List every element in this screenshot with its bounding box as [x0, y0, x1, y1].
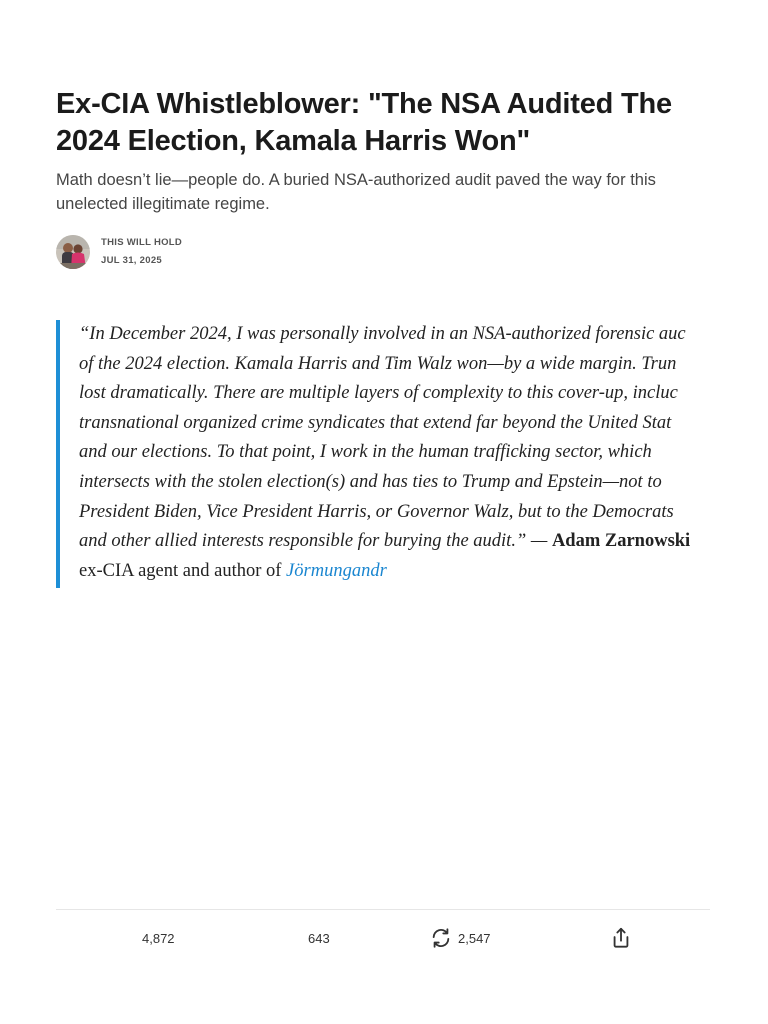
quote-line: transnational organized crime syndicates that extend far beyond the United Stat: [79, 412, 672, 433]
quote-line: lost dramatically. There are multiple layers of complexity to this cover-up, incluc: [79, 383, 678, 404]
quote-closing-text: and other allied interests responsible for burying the audit.” —: [79, 531, 552, 552]
divider: [56, 909, 710, 910]
quote-line: President Biden, Vice President Harris, or Governor Walz, but to the Democrats: [79, 501, 674, 522]
comment-button[interactable]: [308, 920, 330, 956]
author-name[interactable]: THIS WILL HOLD: [101, 237, 183, 248]
like-count: 4,872: [142, 930, 175, 946]
attribution-name: Adam Zarnowski: [551, 531, 691, 552]
article-title: Ex-CIA Whistleblower: "The NSA Audited The 2024 Election, Kamala Harris Won": [56, 88, 672, 157]
book-title-link[interactable]: Jörmungandr: [286, 560, 387, 581]
share-upload-icon: [610, 927, 632, 949]
attribution-line: [79, 557, 710, 587]
post-action-bar: [56, 920, 710, 956]
attribution-prefix: ex-CIA agent and author of: [79, 560, 287, 581]
restack-button[interactable]: [430, 920, 491, 956]
post-date: JUL 31, 2025: [101, 255, 162, 266]
quote-line: “In December 2024, I was personally involved in an NSA-authorized forensic auc: [79, 324, 686, 344]
quote-line: [79, 527, 710, 557]
quote-text: [60, 320, 710, 586]
share-button[interactable]: [610, 920, 632, 956]
blockquote: [56, 320, 710, 588]
author-avatar[interactable]: [56, 235, 90, 269]
byline-meta: [101, 237, 182, 267]
quote-line: of the 2024 election. Kamala Harris and Tim Walz won—by a wide margin. Trun: [79, 353, 677, 374]
quote-line: and our elections. To that point, I work in the human trafficking sector, which: [79, 442, 652, 463]
restack-arrows-icon: [430, 927, 452, 949]
like-button[interactable]: [142, 920, 175, 956]
comment-count: 643: [308, 930, 330, 946]
byline: [56, 234, 182, 270]
restack-count: 2,547: [458, 930, 491, 946]
quote-line: intersects with the stolen election(s) and has ties to Trump and Epstein—not to: [79, 471, 662, 492]
avatar-photo-icon: [56, 235, 90, 269]
article-subtitle: Math doesn’t lie—people do. A buried NSA-authorized audit paved the way for this unelected illegitimate regime.: [56, 171, 656, 213]
